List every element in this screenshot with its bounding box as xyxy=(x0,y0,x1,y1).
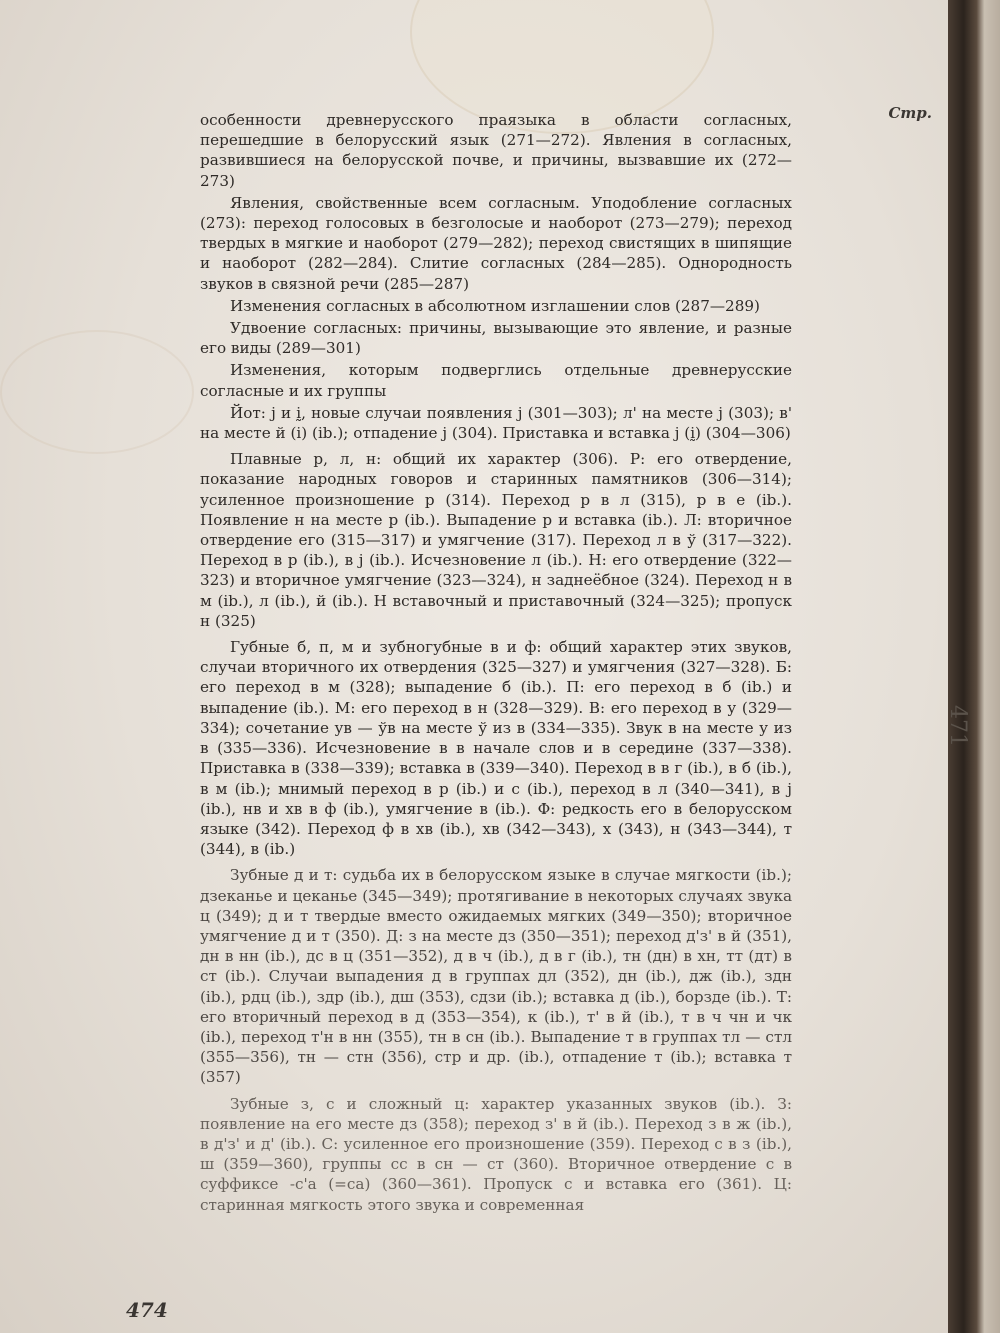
paragraph-labials: Губные б, п, м и зубногубные в и ф: общий характер этих звуков, случаи вторичного их отвердения (325—327) и умягчения (327—328). Б: его переход в м (328); выпадение б (ib.). П: его переход в б (ib.) и выпадение (ib.). М: его переход в н (328—329). В: его переход в у (329—334); сочетание ув — ўв на месте ў из в (334—335). Звук в на месте у из в (335—336). Исчезновение в в начале слов и в середине (337—338). Приставка в (338—339); вставка в (339—340). Переход в в г (ib.), в б (ib.), в м (ib.); мнимый переход в р (ib.) и с (ib.), переход в л (340—341), в j (ib.), нв и хв в ф (ib.), умягчение в (ib.). Ф: редкость его в белорусском языке (342). Переход ф в хв (ib.), хв (342—343), х (343), н (343—344), т (344), в (ib.) xyxy=(200,638,792,859)
paragraph-doubling: Удвоение согласных: причины, вызывающие это явление, и разные его виды (289—301) xyxy=(200,319,792,358)
side-page-mark: 471 xyxy=(945,705,970,747)
book-binding xyxy=(948,0,1000,1333)
corner-label: Стр. xyxy=(888,104,932,122)
paragraph-final-position: Изменения согласных в абсолютном изглашении слов (287—289) xyxy=(230,296,760,315)
paragraph-liquids: Плавные р, л, н: общий их характер (306). Р: его отвердение, показание народных говоров и старинных памятников (306—314); усиленное произношение р (314). Переход р в л (315), р в е (ib.). Появление н на месте р (ib.). Выпадение р и вставка (ib.). Л: вторичное отвердение его (315—317) и умягчение (317). Переход л в ў (317—322). Переход в р (ib.), в j (ib.). Исчезновение л (ib.). Н: его отвердение (322—323) и вторичное умягчение (323—324), н заднеёбное (324). Переход н в м (ib.), л (ib.), й (ib.). Н вставочный и приставочный (324—325); пропуск н (325) xyxy=(200,450,792,630)
paragraph-common-phenomena: Явления, свойственные всем согласным. Уподобление согласных (273): переход голосовых в безголосые и наоборот (273—279); переход твердых в мягкие и наоборот (279—282); переход свистящих в шипящие и наоборот (282—284). Слитие согласных (284—285). Однородность звуков в связной речи (285—287) xyxy=(200,193,792,293)
paragraph-consonants-features: особенности древнерусского праязыка в области согласных, перешедшие в белорусский язык (271—272). Явления в согласных, развившиеся на белорусской почве, и причины, вызвавшие их (272—273) xyxy=(200,111,792,190)
table-of-contents-text xyxy=(200,110,792,1217)
paragraph-individual-changes: Изменения, которым подверглись отдельные древнерусские согласные и их группы xyxy=(200,361,792,400)
paragraph-yot: Йот: j и ḭ, новые случаи появления j (301—303); л' на месте j (303); в' на месте й (і) (ib.); отпадение j (304). Приставка и вставка j (ḭ) (304—306) xyxy=(200,403,792,443)
paragraph-dentals-z-s: Зубные з, с и сложный ц: характер указанных звуков (ib.). З: появление на его месте дз (358); переход з' в й (ib.). Переход з в ж (ib.), в д'з' и д' (ib.). С: усиленное его произношение (359). Переход с в з (ib.), ш (359—360), группы сс в сн — ст (360). Вторичное отвердение с в суффиксе -с'а (=са) (360—361). Пропуск с и вставка его (361). Ц: старинная мягкость этого звука и современная xyxy=(200,1094,792,1214)
page-number: 474 xyxy=(126,1298,168,1322)
paragraph-dentals-d-t: Зубные д и т: судьба их в белорусском языке в случае мягкости (ib.); дзеканье и цеканье (345—349); протягивание в некоторых случаях звука ц (349); д и т твердые вместо ожидаемых мягких (349—350); вторичное умягчение д и т (350). Д: з на месте дз (350—351); переход д'з' в й (351), дн в нн (ib.), дс в ц (351—352), д в ч (ib.), д в г (ib.), тн (дн) в хн, тт (дт) в ст (ib.). Случаи выпадения д в группах дл (352), дн (ib.), дж (ib.), здн (ib.), рдц (ib.), здр (ib.), дш (353), сдзи (ib.); вставка д (ib.), борзде (ib.). Т: его вторичный переход в д (353—354), к (ib.), т' в й (ib.), т в ч чн и чк (ib.), переход т'н в нн (355), тн в сн (ib.). Выпадение т в группах тл — стл (355—356), тн — стн (356), стр и др. (ib.), отпадение т (ib.); вставка т (357) xyxy=(200,866,792,1087)
water-stain-left xyxy=(0,330,194,454)
